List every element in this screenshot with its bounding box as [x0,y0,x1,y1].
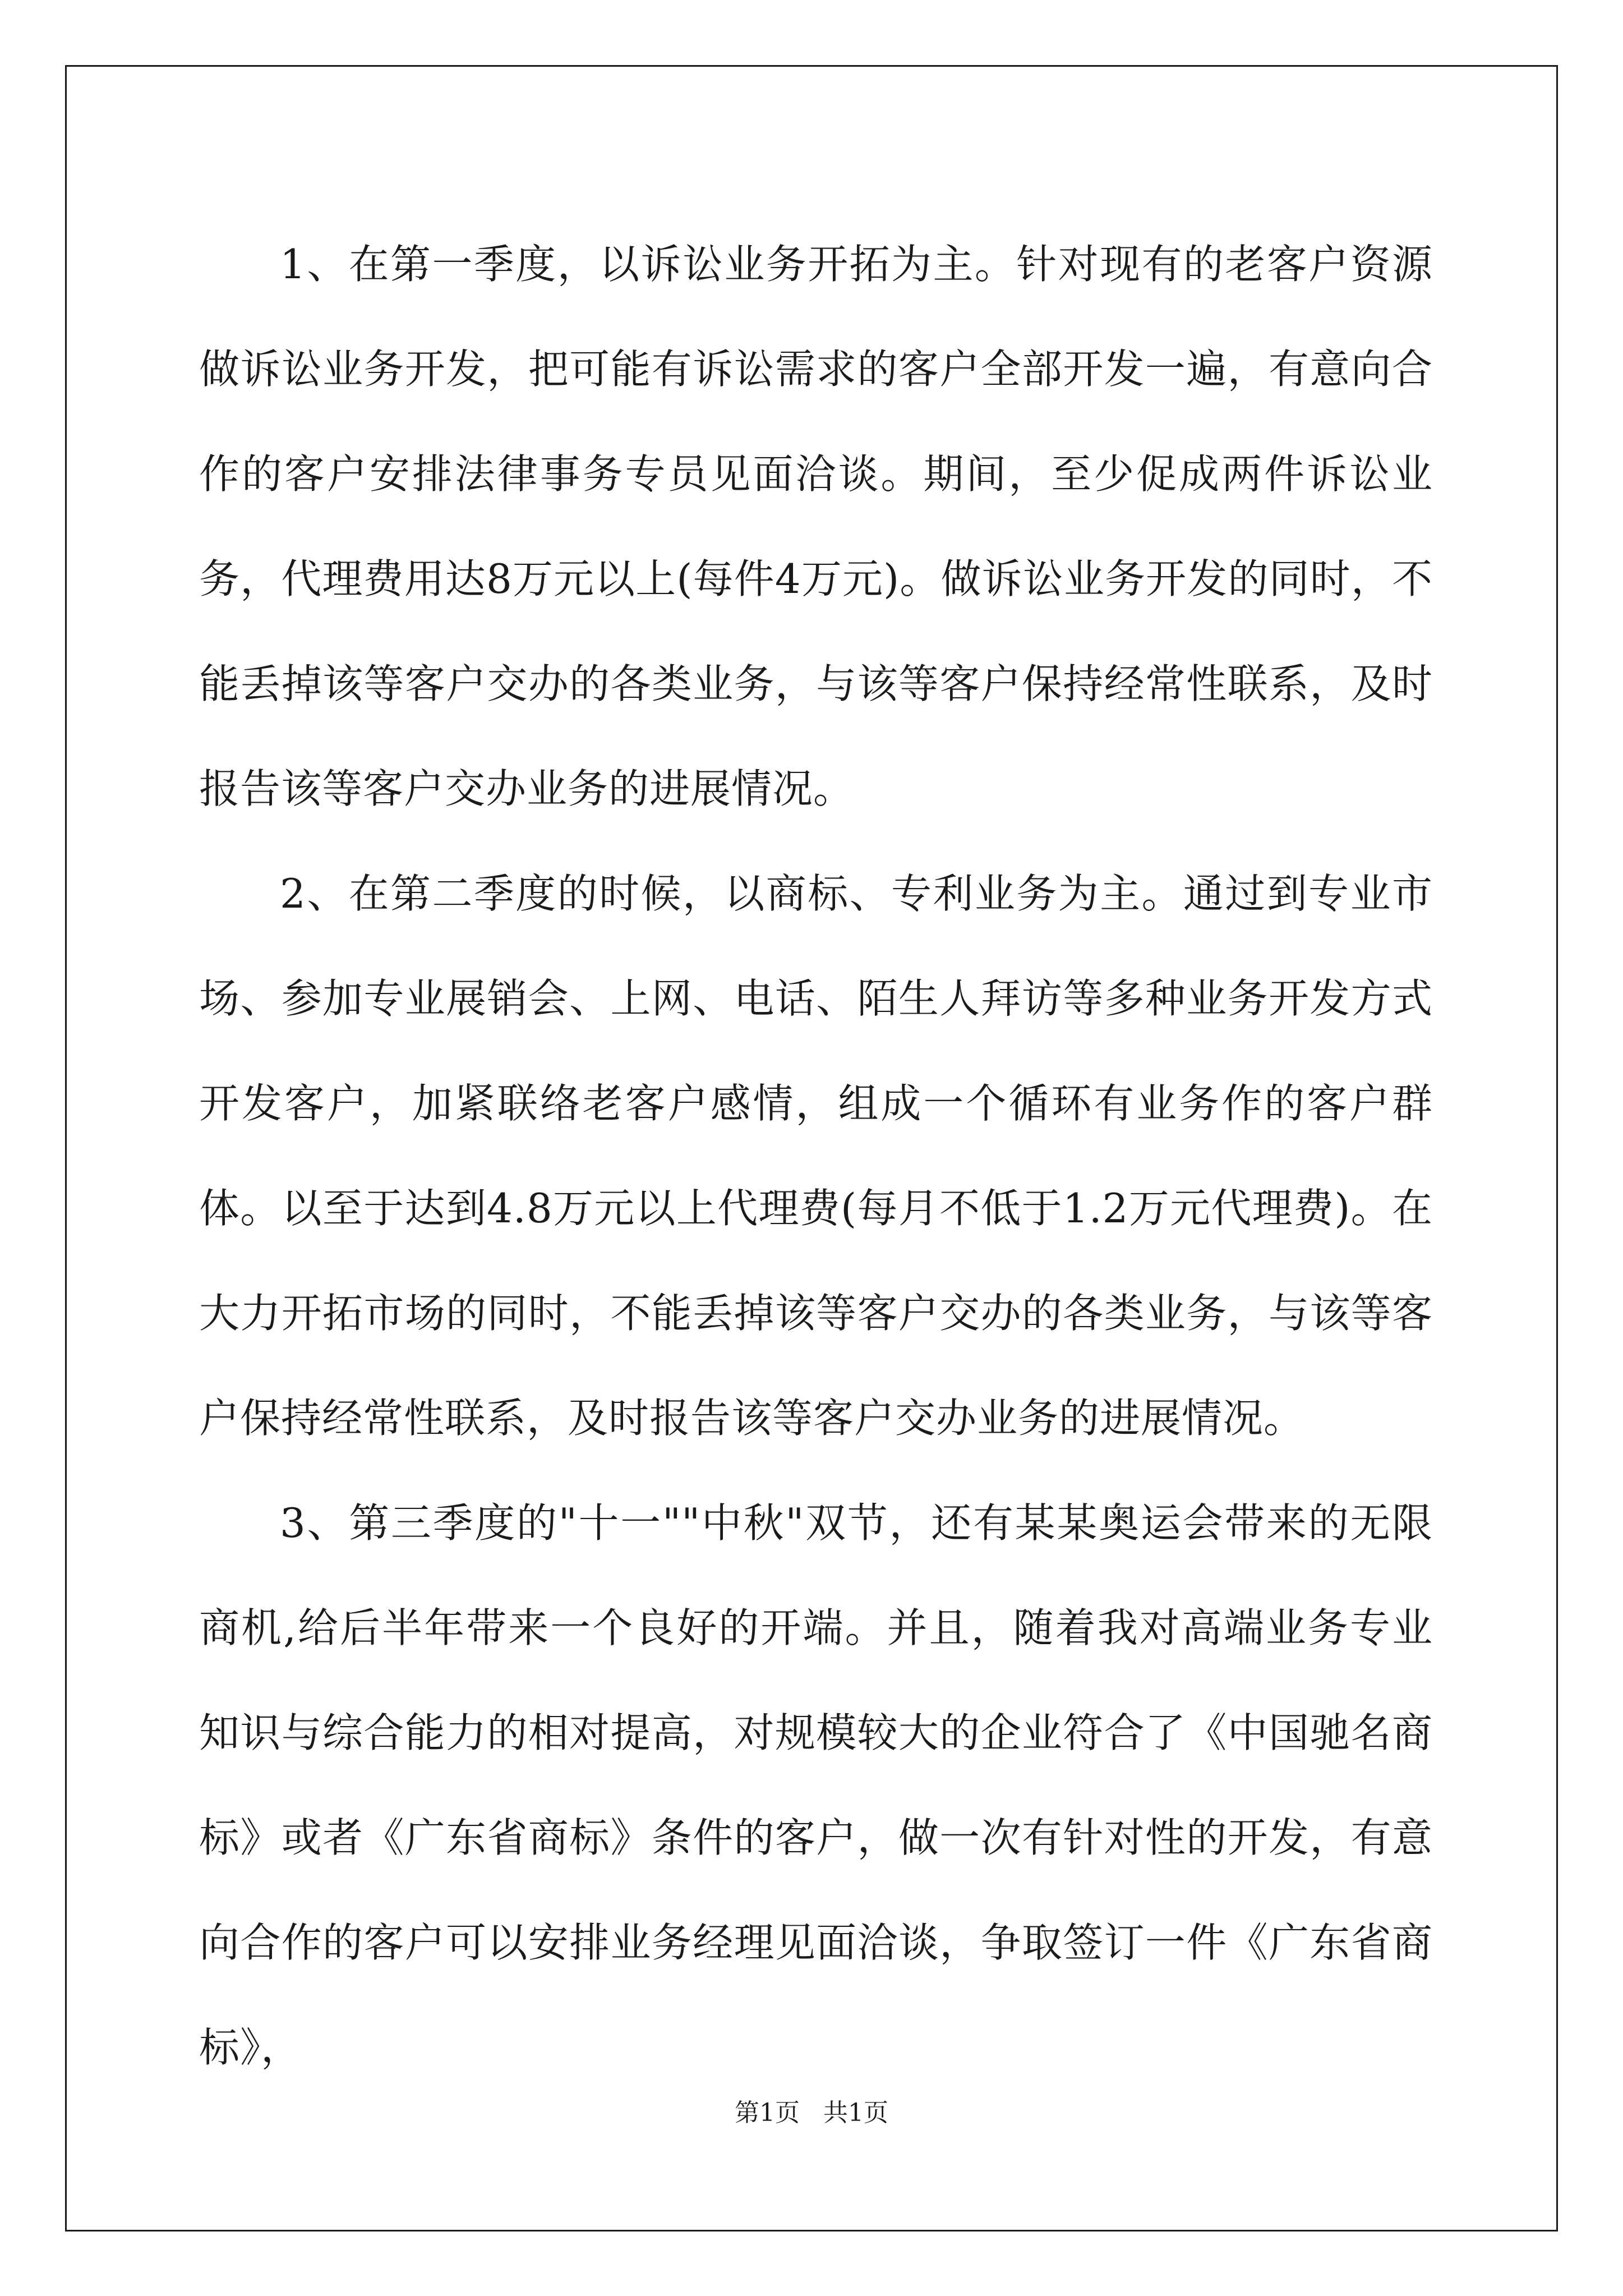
document-body [199,212,1433,2100]
paragraph-q3: 3、第三季度的"十一""中秋"双节，还有某某奥运会带来的无限商机,给后半年带来一个良好的开端。并且，随着我对高端业务专业知识与综合能力的相对提高，对规模较大的企业符合了《中国驰名商标》或者《广东省商标》条件的客户，做一次有针对性的开发，有意向合作的客户可以安排业务经理见面洽谈，争取签订一件《广东省商标》， [199,1499,1433,2071]
paragraph-q1: 1、在第一季度，以诉讼业务开拓为主。针对现有的老客户资源做诉讼业务开发，把可能有诉讼需求的客户全部开发一遍，有意向合作的客户安排法律事务专员见面洽谈。期间，至少促成两件诉讼业务，代理费用达8万元以上(每件4万元)。做诉讼业务开发的同时，不能丢掉该等客户交办的各类业务，与该等客户保持经常性联系，及时报告该等客户交办业务的进展情况。 [199,241,1433,812]
page-footer: 第1页 共1页 [735,2099,888,2127]
paragraph-q2: 2、在第二季度的时候，以商标、专利业务为主。通过到专业市场、参加专业展销会、上网、电话、陌生人拜访等多种业务开发方式开发客户，加紧联络老客户感情，组成一个循环有业务作的客户群体。以至于达到4.8万元以上代理费(每月不低于1.2万元代理费)。在大力开拓市场的同时，不能丢掉该等客户交办的各类业务，与该等客户保持经常性联系，及时报告该等客户交办业务的进展情况。 [199,870,1433,1442]
